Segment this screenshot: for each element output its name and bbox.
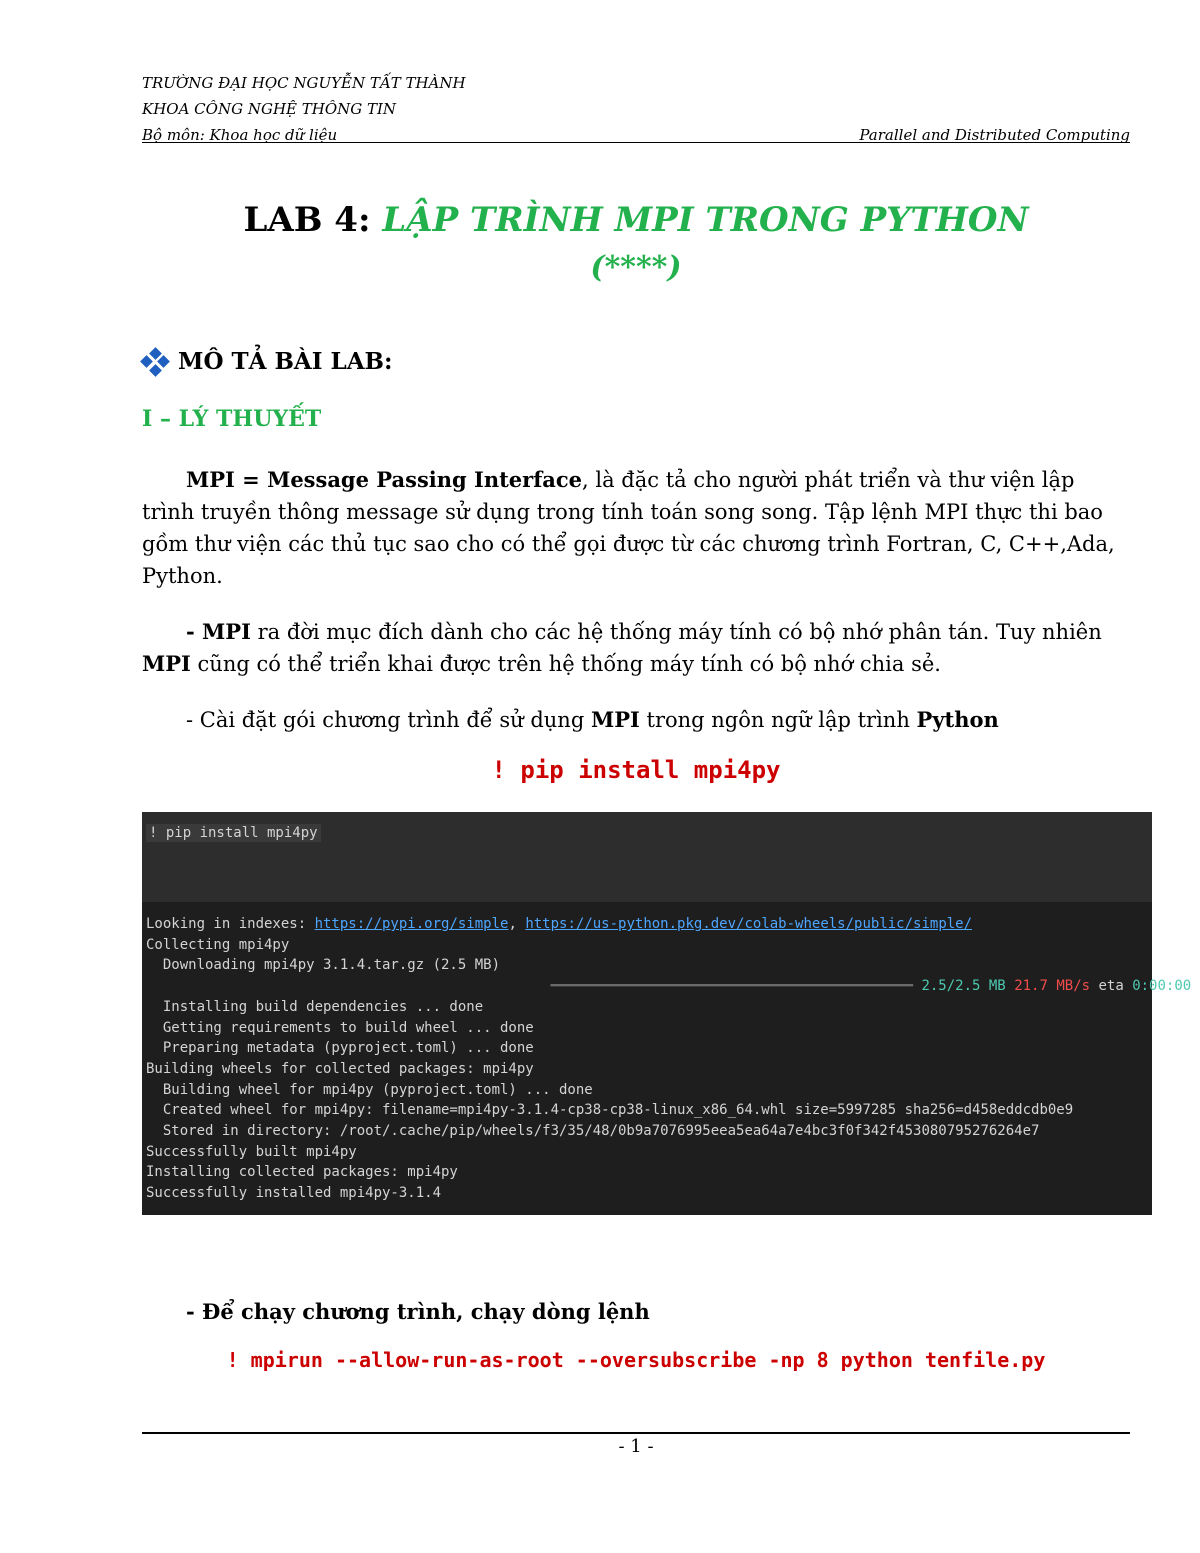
purpose-text-1: ra đời mục đích dành cho các hệ thống máy tính có bộ nhớ phân tán. Tuy nhiên	[250, 620, 1102, 644]
paragraph-run	[142, 1296, 1130, 1328]
lab-title	[142, 196, 1130, 244]
output-line: Preparing metadata (pyproject.toml) ... done	[146, 1040, 534, 1057]
mpi-term: MPI	[142, 651, 191, 676]
output-line: Successfully installed mpi4py-3.1.4	[146, 1185, 442, 1202]
output-line: Getting requirements to build wheel ... done	[146, 1019, 534, 1036]
lab-title-prefix: LAB 4:	[243, 200, 383, 240]
lab-difficulty: (****)	[590, 250, 682, 285]
install-text-1: - Cài đặt gói chương trình để sử dụng	[186, 708, 591, 732]
footer-divider	[142, 1432, 1130, 1434]
faculty-name: KHOA CÔNG NGHỆ THÔNG TIN	[142, 100, 397, 118]
header-row	[142, 122, 1130, 148]
output-line: Created wheel for mpi4py: filename=mpi4py-3.1.4-cp38-cp38-linux_x86_64.whl size=5997285 sha256=d458eddcdb0e9	[146, 1102, 1074, 1119]
output-line: Installing collected packages: mpi4py	[146, 1164, 458, 1181]
mpi-term: MPI	[202, 619, 251, 644]
page-number: - 1 -	[618, 1436, 654, 1457]
output-line: Collecting mpi4py	[146, 936, 290, 953]
paragraph-mpi-definition	[142, 464, 1130, 592]
python-term: Python	[916, 707, 999, 732]
notebook-cell-screenshot	[142, 812, 1192, 1215]
section-heading	[142, 348, 392, 375]
code-cell-output	[146, 914, 1191, 1204]
mpi-term: MPI	[590, 707, 640, 732]
output-line: Successfully built mpi4py	[146, 1143, 357, 1160]
progress-bar: ━━━━━━━━━━━━━━━━━━━━━━━━━━━━━━━━━━━━━━━━━━━	[146, 978, 922, 995]
eta-value: 0:00:00	[1132, 978, 1192, 995]
mpi-definition-term: MPI = Message Passing Interface	[186, 467, 583, 492]
mpi-definition-text: , là đặc tả cho người phát triển và thư viện lập trình truyền thông message sử dụng trong tính toán song song. Tập lệnh MPI thực thi bao gồm thư viện các thủ tục sao cho có thể gọi được từ các chương trình Fortran, C, C++,Ada, Python.	[142, 468, 1115, 588]
purpose-text-2: cũng có thể triển khai được trên hệ thống máy tính có bộ nhớ chia sẻ.	[190, 652, 941, 676]
paragraph-install	[142, 704, 1130, 736]
install-text-2: trong ngôn ngữ lập trình	[639, 708, 917, 732]
output-line: Building wheels for collected packages: mpi4py	[146, 1060, 534, 1077]
paragraph-mpi-purpose	[142, 616, 1130, 680]
download-size: 2.5/2.5 MB	[921, 978, 1006, 995]
run-text: - Để chạy chương trình, chạy dòng lệnh	[186, 1299, 650, 1324]
lab-title-main: LẬP TRÌNH MPI TRONG PYTHON	[382, 200, 1029, 240]
code-cell-command: ! pip install mpi4py	[146, 824, 321, 842]
section-heading-text: MÔ TẢ BÀI LAB:	[178, 348, 393, 375]
diamond-bullet-icon	[142, 349, 168, 375]
output-line: Building wheel for mpi4py (pyproject.toml) ... done	[146, 1081, 593, 1098]
header-divider	[142, 142, 1130, 143]
course-name: Parallel and Distributed Computing	[859, 126, 1130, 144]
subsection-heading: I – LÝ THUYẾT	[142, 406, 322, 432]
output-line: Installing build dependencies ... done	[146, 998, 484, 1015]
eta-label: eta	[1090, 978, 1133, 995]
page-header	[142, 70, 1130, 148]
run-command: ! mpirun --allow-run-as-root --oversubscribe -np 8 python tenfile.py	[226, 1348, 1046, 1372]
output-sep: ,	[508, 916, 526, 932]
output-line: Looking in indexes:	[146, 916, 315, 932]
install-command: ! pip install mpi4py	[491, 756, 781, 784]
output-line: Stored in directory: /root/.cache/pip/wheels/f3/35/48/0b9a7076995eea5ea64a7e4bc3f0f342f453080795276264e7	[146, 1123, 1040, 1140]
dash: -	[186, 619, 203, 644]
pypi-link[interactable]: https://pypi.org/simple	[314, 916, 509, 932]
colab-wheels-link[interactable]: https://us-python.pkg.dev/colab-wheels/public/simple/	[525, 916, 973, 932]
university-name: TRƯỜNG ĐẠI HỌC NGUYỄN TẤT THÀNH	[142, 74, 466, 92]
output-line: Downloading mpi4py 3.1.4.tar.gz (2.5 MB)	[146, 957, 501, 974]
department-name: Bộ môn: Khoa học dữ liệu	[142, 126, 338, 144]
download-speed: 21.7 MB/s	[1014, 978, 1091, 995]
code-cell-input	[142, 812, 1152, 902]
